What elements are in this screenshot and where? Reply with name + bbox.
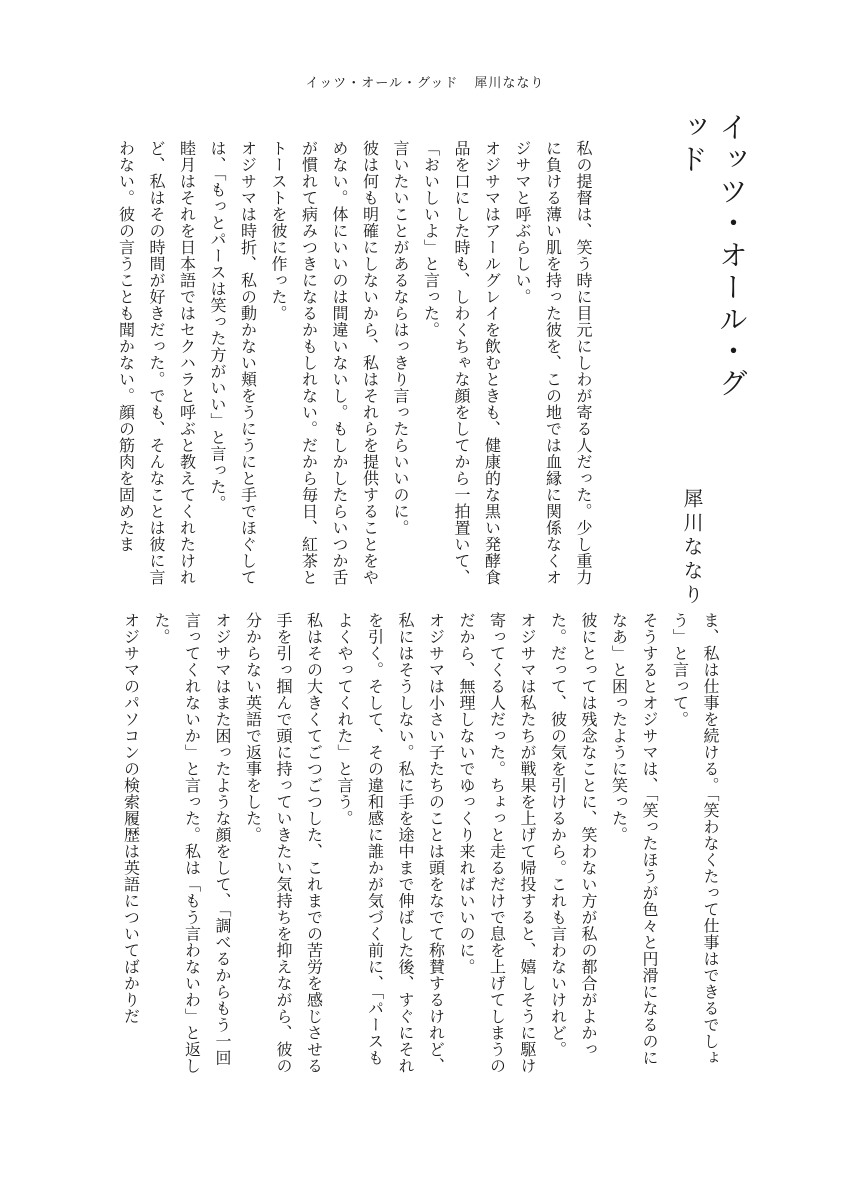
paragraph: 私はその大きくてごつごつした、これまでの苦労を感じさせる手を引っ掴んで頭に持っていきたい気持ちを抑えながら、彼の分からない英語で返事をした。 (243, 612, 324, 1074)
story-title: イッツ・オール・グッド (675, 112, 749, 400)
paragraph: オジサマは私たちが戦果を上げて帰投すると、嬉しそうに駆け寄ってくる人だった。ちょっと走るだけで息を上げてしまうのだから、無理しないでゆっくり来ればいいのに。 (457, 612, 537, 1074)
paragraph: ま、私は仕事を続ける。「笑わなくたって仕事はできるでしょう」と言って。 (670, 612, 720, 1066)
paragraph: オジサマはまた困ったような顔をして、「調べるからもう一回言ってくれないか」と言った。私は「もう言わないわ」と返した。 (152, 612, 232, 1074)
paragraph: そうするとオジサマは、「笑ったほうが色々と円滑になるのになあ」と困ったように笑った。 (609, 612, 659, 1066)
running-header (0, 72, 850, 91)
paragraph: 彼にとっては残念なことに、笑わない方が私の都合がよかった。だって、彼の気を引けるから。これも言わないけれど。 (548, 612, 598, 1058)
paragraph: 睦月はそれを日本語ではセクハラと呼ぶと教えてくれたけれど、私はその時間が好きだった。でも、そんなことは彼に言わない。彼の言うことも聞かない。顔の筋肉を固めたま (116, 140, 197, 586)
paragraph: 言いたいことがあるならはっきり言ったらいいのに。 (391, 140, 410, 536)
paragraph: 彼は何も明確にしないから、私はそれらを提供することをやめない。体にいいのは間違いないし。もしかしたらいつか舌が慣れて病みつきになるかもしれない。だから毎日、紅茶とトーストを彼に作った。 (269, 140, 380, 586)
header-story-title: イッツ・オール・グッド (305, 76, 459, 91)
paragraph: オジサマはアールグレイを飲むときも、健康的な黒い発酵食品を口にした時も、しわくちゃな顔をしてから一拍置いて、「おいしいよ」と言った。 (421, 140, 502, 586)
lower-text-block (121, 612, 725, 1082)
paragraph: 私の提督は、笑う時に目元にしわが寄る人だった。少し重力に負ける薄い肌を持った彼を、この地では血縁に関係なくオジサマと呼ぶらしい。 (513, 140, 593, 586)
paragraph: オジサマのパソコンの検索履歴は英語についてばかりだ (121, 612, 141, 1025)
header-author: 犀川ななり (474, 76, 545, 91)
upper-text-block (88, 140, 598, 595)
author-name: 犀川ななり (680, 488, 704, 608)
paragraph: オジサマは時折、私の動かない頬をうにうにと手でほぐしては、「もっとパースは笑った方がいい」と言った。 (208, 140, 258, 586)
paragraph: オジサマは小さい子たちのことは頭をなでて称賛するけれど、私にはそうしない。私に手を途中まで伸ばした後、すぐにそれを引く。そして、その違和感に誰かが気づく前に、「パースもよくやってくれた」と言う。 (335, 612, 446, 1074)
